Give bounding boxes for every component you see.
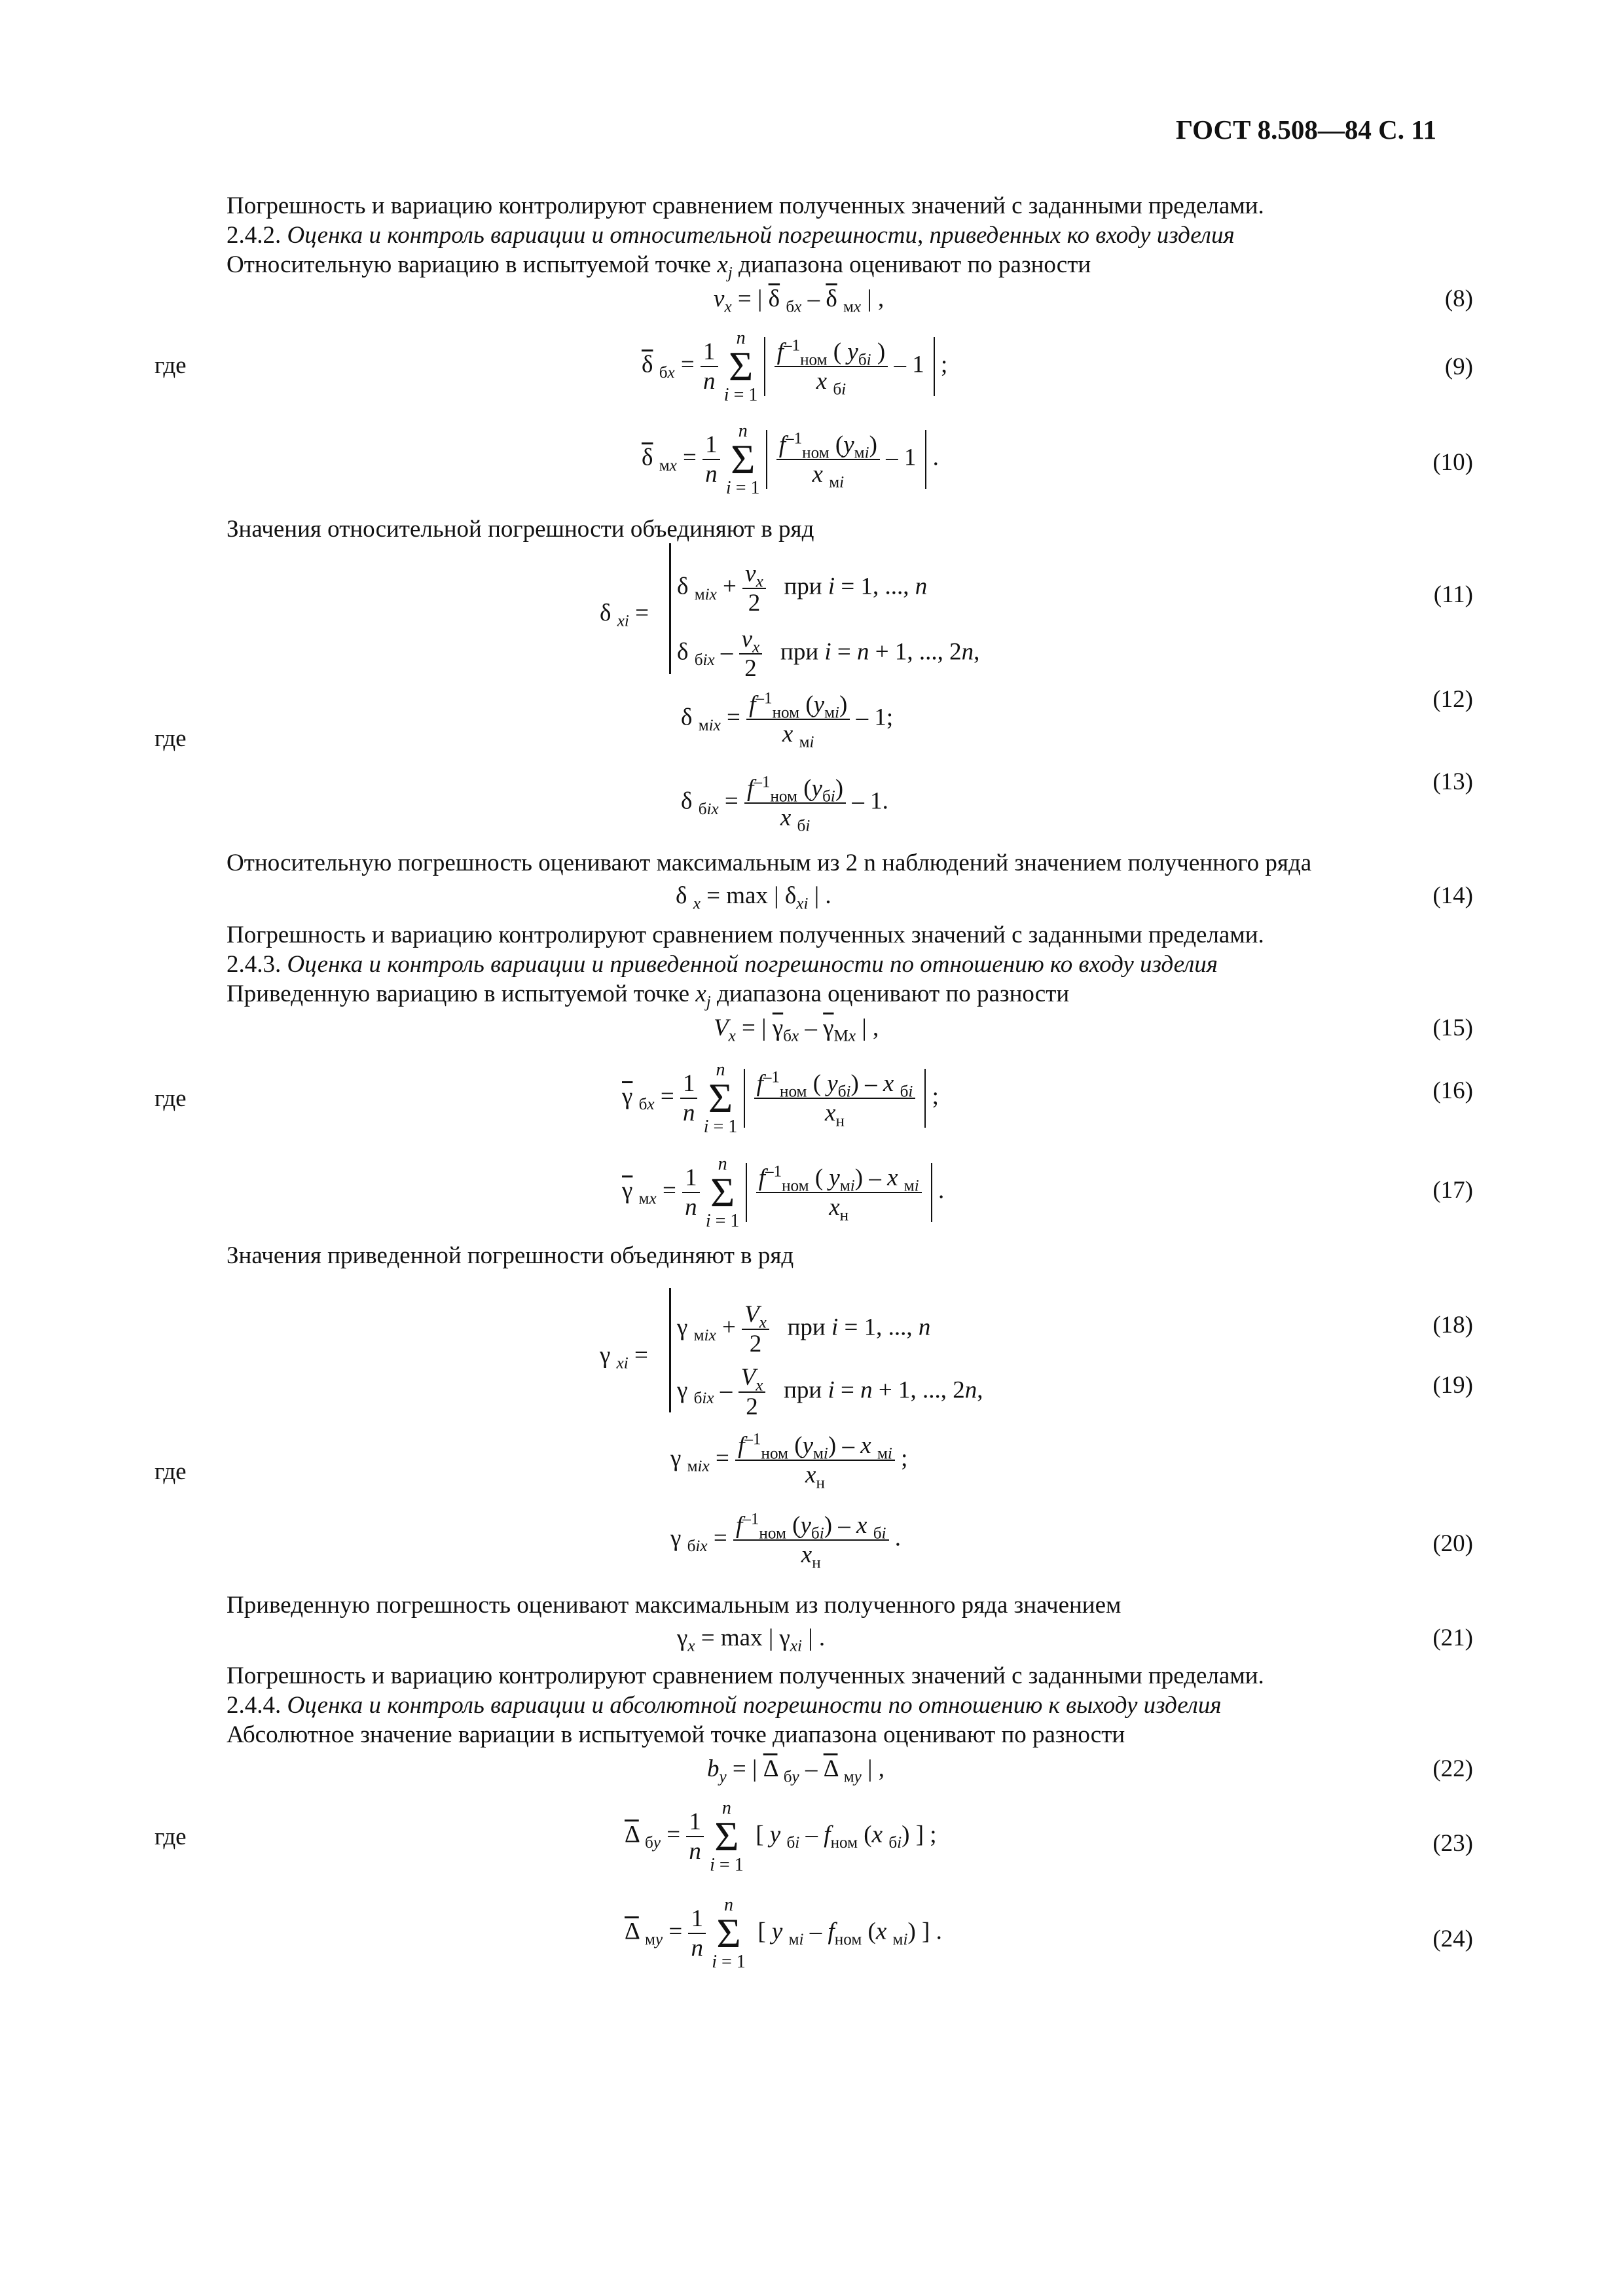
section-heading-2-4-2: [227, 223, 1235, 247]
paragraph: Относительную погрешность оценивают максимальным из 2 n наблюдений значением полученного ряда: [227, 850, 1312, 876]
formula-12: δ $_{мix}$ = $\frac{f^{-1}_{ном} (y_{мi})}{x _{мi}}$ – 1;: [681, 689, 894, 751]
formula-16: $\overline{\gamma}$ $_{бx}$ = $\frac{1}{n}$ n Σ i = 1 $\frac{f^{-1}_{ном} ( y_{бi}) - x _{бi}}{x_н}$ ;: [622, 1060, 939, 1137]
formula-17: $\overline{\gamma}$ $_{мx}$ = $\frac{1}{n}$ n Σ i = 1 $\frac{f^{-1}_{ном} ( y_{мi}) - x _{мi}}{x_н}$ .: [622, 1154, 945, 1231]
equation-number: (17): [1432, 1177, 1473, 1204]
equation-number: (11): [1433, 581, 1473, 608]
equation-number: (9): [1444, 353, 1473, 380]
section-title: Оценка и контроль вариации и приведенной погрешности по отношению ко входу изделия: [287, 951, 1218, 978]
gde-label: где: [155, 1458, 187, 1485]
formula-20: γ $_{бix}$ = $\frac{f^{-1}_{ном} (y_{бi}) - x _{бi}}{x_н}$ .: [670, 1510, 902, 1572]
formula-11-line1: δ $_{мix}$ + $\frac{v_x}{2}$ при i = 1, ..., n: [677, 560, 928, 617]
equation-number: (18): [1432, 1312, 1473, 1338]
formula-13: δ $_{бix}$ = $\frac{f^{-1}_{ном} (y_{бi})}{x _{бi}}$ – 1.: [681, 773, 888, 835]
equation-number: (24): [1432, 1926, 1473, 1952]
equation-number: (14): [1432, 882, 1473, 909]
formula-9: $\overline{\delta}$ $_{бx}$ = $\frac{1}{n}$ n Σ i = 1 $\frac{f^{-1}_{ном} ( y_{бi} )}{x _{бi}}$ – 1 ;: [642, 328, 948, 405]
equation-number: (23): [1432, 1830, 1473, 1857]
formula-11-line2: δ $_{бix}$ – $\frac{v_x}{2}$ при i = n + 1, ..., 2n,: [677, 626, 980, 682]
text-fragment: Относительную вариацию в испытуемой точке: [227, 251, 718, 278]
gde-label: где: [155, 352, 187, 379]
paragraph: Погрешность и вариацию контролируют сравнением полученных значений с заданными пределами.: [227, 192, 1264, 219]
equation-number: (16): [1432, 1077, 1473, 1104]
paragraph: Значения приведенной погрешности объединяют в ряд: [227, 1242, 794, 1269]
equation-number: (10): [1432, 449, 1473, 476]
formula-15: $V_x$ = | $\overline{\gamma}_{бx} - \overline{\gamma}_{Мx}$ | ,: [714, 1014, 879, 1045]
paragraph: Погрешность и вариацию контролируют сравнением полученных значений с заданными пределами.: [227, 1662, 1264, 1689]
paragraph: Относительную вариацию в испытуемой точке $x_j$ диапазона оценивают по разности: [227, 251, 1091, 282]
section-number: 2.4.2.: [227, 222, 282, 249]
paragraph: Абсолютное значение вариации в испытуемой точке диапазона оценивают по разности: [227, 1721, 1125, 1748]
gde-label: где: [155, 1823, 187, 1850]
section-title: Оценка и контроль вариации и абсолютной погрешности по отношению к выходу изделия: [287, 1692, 1222, 1719]
formula-14: δ $_x$ = max | $\delta_{xi}$ | .: [676, 882, 831, 913]
equation-number: (21): [1432, 1624, 1473, 1651]
paragraph: Погрешность и вариацию контролируют сравнением полученных значений с заданными пределами.: [227, 922, 1264, 948]
brace: [669, 1288, 671, 1412]
equation-number: (19): [1432, 1372, 1473, 1399]
formula-11-lhs: δ $_{xi}$ =: [600, 600, 649, 630]
text-fragment: Приведенную вариацию в испытуемой точке: [227, 980, 696, 1007]
formula-gamma-mix: γ $_{мix}$ = $\frac{f^{-1}_{ном} (y_{мi}) - x _{мi}}{x_н}$ ;: [670, 1430, 908, 1492]
formula-8: $v_x$ = | $\overline{\delta}$ $_{бx} - \overline{\delta}$ $_{мx}$ | ,: [714, 285, 884, 316]
text-fragment: диапазона оценивают по разности: [710, 980, 1070, 1007]
formula-10: $\overline{\delta}$ $_{мx}$ = $\frac{1}{n}$ n Σ i = 1 $\frac{f^{-1}_{ном} (y_{мi})}{x _{мi}}$ – 1 .: [642, 421, 939, 498]
formula-18-19-lhs: γ $_{xi}$ =: [600, 1342, 648, 1372]
section-heading-2-4-4: [227, 1693, 1222, 1717]
equation-number: (13): [1432, 768, 1473, 795]
paragraph: Приведенную вариацию в испытуемой точке $x_j$ диапазона оценивают по разности: [227, 980, 1070, 1011]
formula-22: $b_y$ = | $\overline{\Delta}$ $_{бy} - \overline{\Delta}$ $_{мy}$ | ,: [707, 1755, 884, 1786]
section-title: Оценка и контроль вариации и относительной погрешности, приведенных ко входу изделия: [287, 222, 1235, 249]
section-number: 2.4.4.: [227, 1692, 282, 1719]
formula-21: $\gamma_x = \max$ | $\gamma_{xi}$ | .: [677, 1624, 826, 1655]
equation-number: (15): [1432, 1014, 1473, 1041]
equation-number: (20): [1432, 1530, 1473, 1557]
gde-label: где: [155, 1085, 187, 1112]
paragraph: Значения относительной погрешности объединяют в ряд: [227, 516, 814, 543]
formula-19: γ $_{бix}$ – $\frac{V_x}{2}$ при i = n + 1, ..., 2n,: [677, 1364, 983, 1420]
formula-18: γ $_{мix}$ + $\frac{V_x}{2}$ при i = 1, ..., n: [677, 1301, 931, 1357]
formula-23: $\overline{\Delta}$ $_{бy}$ = $\frac{1}{n}$ n Σ i = 1 [ y $_{бi} - f_{ном}$ (x $_{бi}$) ] ;: [625, 1798, 937, 1875]
paragraph: Приведенную погрешность оценивают максимальным из полученного ряда значением: [227, 1592, 1122, 1619]
page-header: ГОСТ 8.508—84 С. 11: [1176, 115, 1437, 145]
equation-number: (8): [1444, 285, 1473, 312]
gde-label: где: [155, 725, 187, 752]
equation-number: (22): [1432, 1755, 1473, 1782]
formula-24: $\overline{\Delta}$ $_{мy}$ = $\frac{1}{n}$ n Σ i = 1 [ y $_{мi} - f_{ном}$ (x $_{мi}$) ] .: [625, 1895, 942, 1972]
text-fragment: диапазона оценивают по разности: [732, 251, 1091, 278]
brace: [669, 543, 671, 674]
equation-number: (12): [1432, 686, 1473, 713]
section-number: 2.4.3.: [227, 951, 282, 978]
section-heading-2-4-3: [227, 952, 1218, 977]
